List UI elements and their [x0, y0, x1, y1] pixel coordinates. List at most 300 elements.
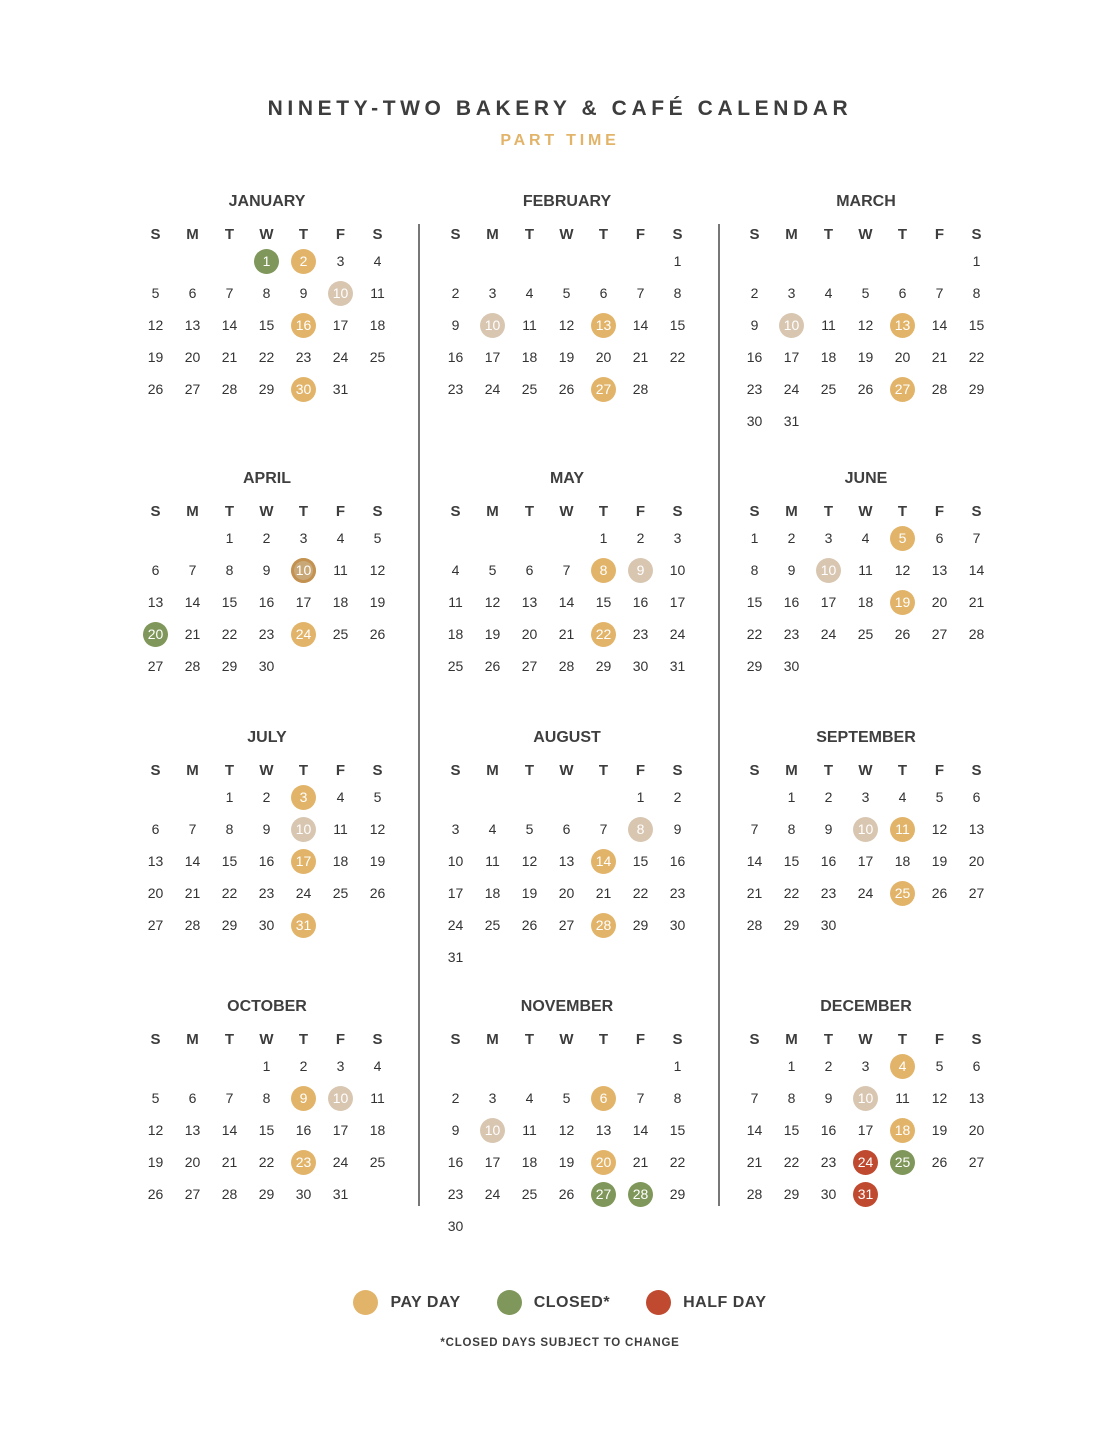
pay-day-dot-icon [353, 1290, 378, 1315]
day-cell [958, 245, 995, 277]
weekday-header [736, 761, 996, 781]
day-number: 28 [931, 381, 948, 397]
day-cell [137, 1146, 174, 1178]
day-cell [736, 341, 773, 373]
day-cell-half [847, 1178, 884, 1210]
day-number: 25 [484, 917, 501, 933]
closed-dot-icon [497, 1290, 522, 1315]
day-cell [773, 877, 810, 909]
day-number: 28 [746, 917, 763, 933]
day-number: 23 [632, 626, 649, 642]
day-cell [548, 618, 585, 650]
day-cell [884, 554, 921, 586]
day-number: 13 [931, 562, 948, 578]
day-number: 11 [370, 285, 385, 301]
day-cell [511, 1178, 548, 1210]
month-september [736, 728, 996, 941]
day-cell [248, 909, 285, 941]
day-cell [548, 650, 585, 682]
day-cell [322, 309, 359, 341]
week-row [137, 1082, 397, 1114]
empty-cell [511, 941, 548, 973]
day-number: 12 [484, 594, 501, 610]
week-row [137, 245, 397, 277]
day-number: 16 [291, 313, 316, 338]
day-cell [322, 341, 359, 373]
weekday-label: T [897, 226, 908, 243]
day-number: 13 [184, 317, 201, 333]
day-cell [659, 1082, 696, 1114]
day-number: 13 [184, 1122, 201, 1138]
day-number: 25 [857, 626, 874, 642]
day-cell [847, 554, 884, 586]
day-number: 8 [225, 562, 234, 578]
day-number: 18 [332, 594, 349, 610]
day-number: 30 [783, 658, 800, 674]
day-cell [137, 373, 174, 405]
day-cell [211, 845, 248, 877]
day-number: 6 [525, 562, 534, 578]
week-row [437, 341, 697, 373]
day-number: 9 [291, 1086, 316, 1111]
day-cell [511, 341, 548, 373]
empty-cell [736, 1050, 773, 1082]
day-number: 23 [295, 349, 312, 365]
day-number: 13 [147, 853, 164, 869]
day-number: 22 [968, 349, 985, 365]
day-cell [548, 586, 585, 618]
day-cell [437, 373, 474, 405]
day-number: 11 [333, 821, 348, 837]
day-number: 11 [485, 853, 500, 869]
legend-closed-label: CLOSED* [533, 1293, 611, 1311]
day-cell [773, 586, 810, 618]
week-row [437, 941, 697, 973]
day-number: 7 [562, 562, 571, 578]
day-cell [884, 845, 921, 877]
day-cell [810, 341, 847, 373]
day-cell [921, 1050, 958, 1082]
day-cell [174, 813, 211, 845]
weekday-label: T [598, 762, 609, 779]
empty-cell [511, 245, 548, 277]
day-number: 19 [857, 349, 874, 365]
day-number: 10 [291, 817, 316, 842]
day-cell [958, 373, 995, 405]
week-row [137, 909, 397, 941]
day-cell [884, 781, 921, 813]
day-number: 20 [894, 349, 911, 365]
day-cell [585, 813, 622, 845]
day-cell [736, 1178, 773, 1210]
week-row [137, 1114, 397, 1146]
day-cell [359, 309, 396, 341]
day-cell [810, 309, 847, 341]
day-number: 21 [968, 594, 985, 610]
day-number: 27 [558, 917, 575, 933]
day-cell [474, 909, 511, 941]
day-cell [248, 1178, 285, 1210]
day-number: 14 [931, 317, 948, 333]
day-cell [174, 586, 211, 618]
day-cell [958, 277, 995, 309]
day-number: 18 [894, 853, 911, 869]
day-number: 27 [591, 1182, 616, 1207]
day-cell [137, 877, 174, 909]
day-cell [736, 522, 773, 554]
day-cell-pay [285, 1082, 322, 1114]
day-number: 10 [669, 562, 686, 578]
day-number: 19 [521, 885, 538, 901]
day-cell [921, 522, 958, 554]
weekday-label: S [150, 762, 161, 779]
weekday-label: T [897, 503, 908, 520]
week-row [137, 618, 397, 650]
day-number: 15 [221, 853, 238, 869]
day-number: 27 [591, 377, 616, 402]
month-july [137, 728, 397, 941]
day-cell [810, 373, 847, 405]
day-number: 31 [783, 413, 800, 429]
day-number: 28 [628, 1182, 653, 1207]
day-cell [736, 309, 773, 341]
legend-pay-day [353, 1290, 460, 1315]
day-number: 13 [595, 1122, 612, 1138]
day-cell [659, 781, 696, 813]
week-row [137, 1050, 397, 1082]
day-number: 12 [147, 1122, 164, 1138]
day-cell [174, 877, 211, 909]
day-number: 12 [558, 317, 575, 333]
day-number: 14 [746, 1122, 763, 1138]
weekday-header [736, 1030, 996, 1050]
day-cell [773, 845, 810, 877]
day-number: 22 [783, 1154, 800, 1170]
day-cell [659, 1178, 696, 1210]
day-number: 15 [258, 1122, 275, 1138]
month-october [137, 997, 397, 1210]
day-number: 8 [673, 285, 682, 301]
day-number: 23 [258, 626, 275, 642]
day-cell [474, 877, 511, 909]
day-number: 5 [935, 1058, 944, 1074]
empty-cell [511, 781, 548, 813]
day-number: 28 [184, 917, 201, 933]
day-number: 17 [332, 317, 349, 333]
day-number: 11 [370, 1090, 385, 1106]
day-number: 25 [890, 881, 915, 906]
day-number: 14 [746, 853, 763, 869]
empty-cell [585, 1050, 622, 1082]
day-cell [211, 650, 248, 682]
week-row [137, 1146, 397, 1178]
day-number: 14 [184, 853, 201, 869]
weekday-label: S [372, 226, 383, 243]
day-number: 5 [373, 530, 382, 546]
day-cell [285, 341, 322, 373]
month-name: OCTOBER [227, 998, 307, 1015]
day-number: 19 [147, 1154, 164, 1170]
legend-half-day [646, 1290, 766, 1315]
day-cell [622, 877, 659, 909]
weekday-label: W [559, 226, 574, 243]
day-number: 22 [632, 885, 649, 901]
day-cell [359, 341, 396, 373]
day-cell-pay [884, 309, 921, 341]
day-number: 29 [746, 658, 763, 674]
day-cell [211, 781, 248, 813]
day-number: 24 [447, 917, 464, 933]
day-number: 1 [972, 253, 981, 269]
day-cell [437, 554, 474, 586]
day-number: 13 [968, 821, 985, 837]
day-cell [322, 373, 359, 405]
day-number: 16 [669, 853, 686, 869]
day-number: 31 [853, 1182, 878, 1207]
empty-cell [322, 909, 359, 941]
day-cell-holiday [474, 309, 511, 341]
empty-cell [285, 650, 322, 682]
weekday-label: S [372, 1031, 383, 1048]
day-cell-holiday [622, 554, 659, 586]
day-number: 14 [632, 317, 649, 333]
day-number: 17 [295, 594, 312, 610]
day-number: 5 [935, 789, 944, 805]
day-cell-closed [884, 1146, 921, 1178]
day-cell [437, 909, 474, 941]
empty-cell [810, 650, 847, 682]
legend-closed [497, 1290, 610, 1315]
weekday-label: T [823, 503, 834, 520]
weekday-label: F [934, 226, 945, 243]
empty-cell [884, 650, 921, 682]
day-cell [659, 309, 696, 341]
day-number: 8 [262, 285, 271, 301]
day-cell [137, 554, 174, 586]
day-cell [736, 586, 773, 618]
week-row [137, 845, 397, 877]
empty-cell [958, 909, 995, 941]
week-row [437, 245, 697, 277]
weekday-label: W [559, 1031, 574, 1048]
day-number: 22 [591, 622, 616, 647]
week-row [736, 277, 996, 309]
weekday-label: S [971, 1031, 982, 1048]
day-number: 14 [184, 594, 201, 610]
day-number: 24 [857, 885, 874, 901]
day-cell [359, 1114, 396, 1146]
day-cell-holiday [847, 813, 884, 845]
weekday-label: S [672, 1031, 683, 1048]
day-cell [622, 845, 659, 877]
day-cell [511, 813, 548, 845]
day-cell [773, 1082, 810, 1114]
week-row [736, 877, 996, 909]
day-cell [736, 405, 773, 437]
day-number: 7 [750, 821, 759, 837]
weekday-label: S [749, 226, 760, 243]
day-number: 28 [632, 381, 649, 397]
day-number: 10 [480, 1118, 505, 1143]
day-number: 19 [147, 349, 164, 365]
day-cell [248, 877, 285, 909]
day-number: 30 [669, 917, 686, 933]
day-cell [174, 1178, 211, 1210]
empty-cell [921, 1178, 958, 1210]
day-number: 17 [783, 349, 800, 365]
day-cell [474, 341, 511, 373]
weekday-label: S [150, 503, 161, 520]
day-cell [921, 1114, 958, 1146]
day-cell [810, 1050, 847, 1082]
day-cell [474, 1178, 511, 1210]
day-cell-holiday [322, 1082, 359, 1114]
day-number: 21 [184, 885, 201, 901]
day-cell [437, 650, 474, 682]
empty-cell [359, 373, 396, 405]
day-number: 8 [787, 1090, 796, 1106]
day-cell [659, 277, 696, 309]
day-cell [474, 813, 511, 845]
day-number: 18 [521, 1154, 538, 1170]
day-cell [773, 405, 810, 437]
empty-cell [736, 781, 773, 813]
day-cell [511, 277, 548, 309]
week-row [437, 1210, 697, 1242]
day-number: 17 [291, 849, 316, 874]
day-cell [548, 341, 585, 373]
day-number: 25 [369, 1154, 386, 1170]
day-cell [137, 277, 174, 309]
day-number: 7 [225, 1090, 234, 1106]
day-number: 27 [968, 1154, 985, 1170]
day-cell [359, 586, 396, 618]
day-cell-holiday [810, 554, 847, 586]
day-number: 15 [968, 317, 985, 333]
day-number: 3 [299, 530, 308, 546]
day-cell-pay [585, 554, 622, 586]
week-row [437, 845, 697, 877]
column-divider-left [418, 224, 420, 1206]
day-number: 24 [332, 349, 349, 365]
empty-cell [659, 1210, 696, 1242]
day-number: 21 [746, 1154, 763, 1170]
day-number: 4 [336, 789, 345, 805]
day-number: 6 [591, 1086, 616, 1111]
day-cell [622, 309, 659, 341]
day-cell [622, 373, 659, 405]
day-cell [921, 373, 958, 405]
day-cell [174, 1114, 211, 1146]
day-cell [773, 1178, 810, 1210]
weekday-label: W [259, 762, 274, 779]
day-number: 8 [787, 821, 796, 837]
day-cell [921, 618, 958, 650]
week-row [137, 522, 397, 554]
week-row [137, 877, 397, 909]
day-cell [921, 554, 958, 586]
weekday-label: M [785, 226, 798, 243]
day-number: 19 [484, 626, 501, 642]
empty-cell [921, 405, 958, 437]
day-number: 5 [890, 526, 915, 551]
week-row [736, 781, 996, 813]
day-cell [847, 1050, 884, 1082]
day-cell [511, 618, 548, 650]
day-cell [437, 1178, 474, 1210]
day-cell [773, 909, 810, 941]
day-number: 26 [894, 626, 911, 642]
day-cell [810, 618, 847, 650]
week-row [437, 909, 697, 941]
empty-cell [659, 941, 696, 973]
day-cell [248, 522, 285, 554]
month-name: AUGUST [533, 729, 601, 746]
day-cell [659, 1114, 696, 1146]
day-cell [810, 1178, 847, 1210]
day-number: 27 [521, 658, 538, 674]
day-cell [921, 277, 958, 309]
day-cell [248, 1146, 285, 1178]
day-cell [285, 522, 322, 554]
day-number: 21 [184, 626, 201, 642]
day-number: 21 [221, 349, 238, 365]
day-number: 4 [373, 253, 382, 269]
day-cell [659, 650, 696, 682]
day-number: 29 [595, 658, 612, 674]
weekday-header [736, 225, 996, 245]
day-cell [248, 373, 285, 405]
day-cell [137, 341, 174, 373]
empty-cell [137, 522, 174, 554]
day-number: 19 [931, 1122, 948, 1138]
weekday-header [137, 225, 397, 245]
day-number: 24 [295, 885, 312, 901]
day-number: 30 [632, 658, 649, 674]
day-number: 26 [147, 1186, 164, 1202]
day-number: 13 [521, 594, 538, 610]
day-number: 13 [591, 313, 616, 338]
month-august [437, 728, 697, 973]
day-cell [773, 277, 810, 309]
weekday-label: T [224, 226, 235, 243]
weekday-label: T [598, 503, 609, 520]
day-cell [736, 1146, 773, 1178]
empty-cell [474, 781, 511, 813]
weekday-label: S [450, 1031, 461, 1048]
day-cell [137, 1082, 174, 1114]
day-cell [773, 341, 810, 373]
day-cell-pay [585, 618, 622, 650]
day-cell [958, 781, 995, 813]
day-number: 2 [451, 285, 460, 301]
weekday-label: W [559, 762, 574, 779]
day-cell [511, 877, 548, 909]
day-number: 17 [857, 853, 874, 869]
week-row [437, 277, 697, 309]
month-june [736, 469, 996, 682]
week-row [137, 277, 397, 309]
day-cell [958, 845, 995, 877]
day-cell [211, 522, 248, 554]
day-cell-pay [285, 309, 322, 341]
empty-cell [511, 1050, 548, 1082]
day-cell [137, 813, 174, 845]
day-number: 16 [820, 853, 837, 869]
week-row [437, 1082, 697, 1114]
day-cell [211, 1082, 248, 1114]
weekday-label: T [298, 762, 309, 779]
